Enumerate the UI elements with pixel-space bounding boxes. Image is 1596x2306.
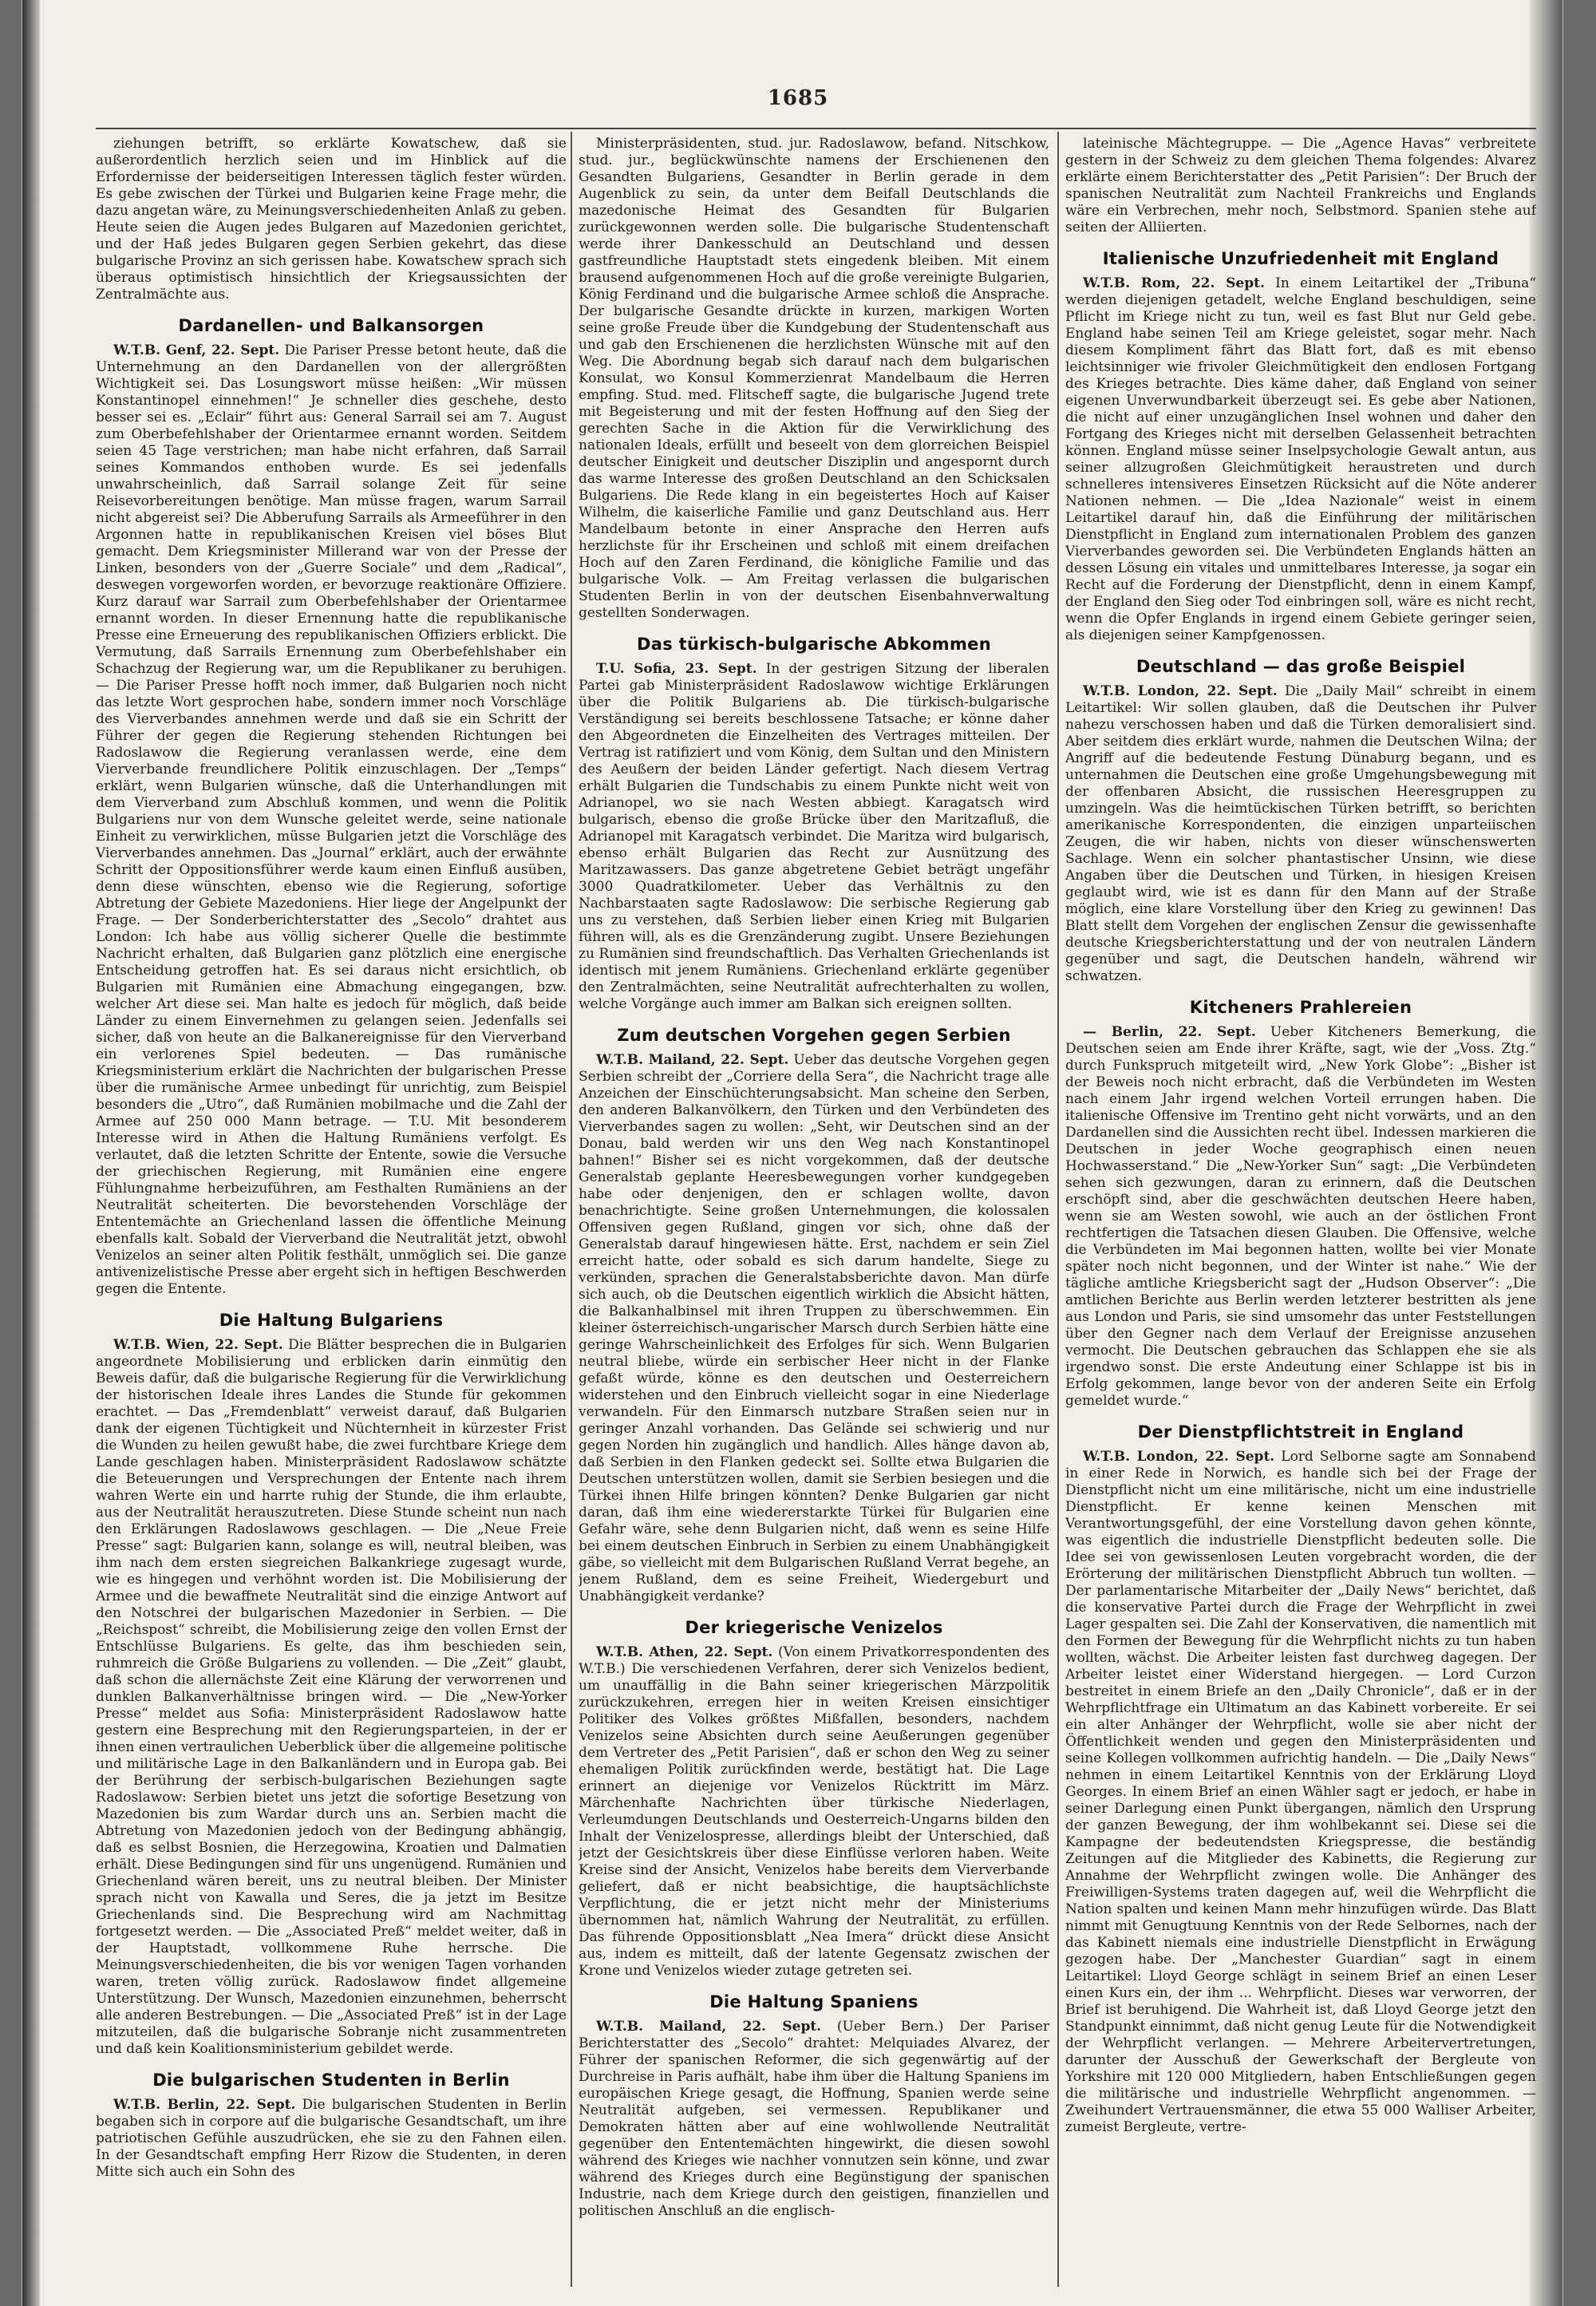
- column-3: [1065, 136, 1536, 2291]
- column-2: [579, 136, 1049, 2291]
- article-dateline: W.T.B. Wien, 22. Sept.: [113, 1337, 283, 1353]
- article-text: [579, 2019, 1049, 2220]
- article-body: Die Pariser Presse betont heute, daß die Unternehmung an den Dardanellen von der allergrößten Wichtigkeit sei. Das Losungswort müsse heißen: „Wir müssen Konstantinopel einnehmen!“ Je schneller dies geschehe, desto besser sei es. „Eclair“ führt aus: General Sarrail sei am 7. August zum Oberbefehlshaber der Orientarmee ernannt worden. Seitdem seien 45 Tage verstrichen; man habe nicht erfahren, daß Sarrail seines Kommandos enthoben wurde. Es sei jedenfalls unwahrscheinlich, daß Sarrail solange Zeit für seine Reisevorbereitungen benötige. Man müsse fragen, warum Sarrail nicht abgereist sei? Die Abberufung Sarrails als Armeeführer in den Argonnen hatte in republikanischen Kreisen viel böses Blut gemacht. Dem Kriegsminister Millerand war von der Presse der Linken, besonders von der „Guerre Sociale“ und dem „Radical“, deswegen vorgeworfen worden, er bevorzuge reaktionäre Offiziere. Kurz darauf war Sarrail zum Oberbefehlshaber der Orientarmee ernannt worden. In dieser Ernennung hatte die republikanische Presse eine Erneuerung des republikanischen Offiziers erblickt. Die Vermutung, daß Sarrails Ernennung zum Oberbefehlshaber ein Schachzug der Regierung war, um die Republikaner zu beruhigen. — Die Pariser Presse hofft noch immer, daß Bulgarien noch nicht das letzte Wort gesprochen habe, sondern immer noch Vorschläge des Vierverbandes annehmen werde und daß sie ein Schritt der Führer der gegen die Regierung stehenden Richtungen bei Radoslawow die Regierung veranlassen werde, eine dem Vierverbande freundlichere Politik einzuschlagen. Der „Temps“ erklärt, wenn Bulgarien wünsche, daß die Unterhandlungen mit dem Vierverband zum Abschluß kommen, und wenn die Politik Bulgariens nur von dem Wunsche geleitet werde, seine nationale Einheit zu verwirklichen, müsse Bulgarien jetzt die Vorschläge des Vierverbandes annehmen. Das „Journal“ erklärt, auch der erwähnte Schritt der Oppositionsführer werde kaum einen Einfluß ausüben, denn diese wünschten, ebenso wie die Regierung, sofortige Abtretung der Gebiete Mazedoniens. Hier liege der Angelpunkt der Frage. — Der Sonderberichterstatter des „Secolo“ drahtet aus London: Ich habe aus völlig sicherer Quelle die bestimmte Nachricht erhalten, daß Bulgarien ganz plötzlich eine energische Entscheidung getroffen hat. Es sei daraus nicht ersichtlich, ob Bulgarien mit Rumänien eine Abmachung eingegangen, bzw. welcher Art diese sei. Man halte es jedoch für möglich, daß beide Länder zu einem Einvernehmen zu gelangen seien. Jedenfalls sei sicher, daß von heute an die Balkanereignisse für den Vierverband ein verlorenes Spiel bedeuten. — Das rumänische Kriegsministerium erklärt die Nachrichten der bulgarischen Presse über die rumänische Armee unbedingt für unrichtig, zum Beispiel besonders die „Utro“, daß Rumänien mobilmache und die Zahl der Armee auf 250 000 Mann betrage. — T.U. Mit besonderem Interesse wird in Athen die Haltung Rumäniens verfolgt. Es verlautet, daß die letzten Schritte der Entente, sowie die Versuche der griechischen Regierung, mit Rumänien eine engere Fühlungnahme herbeizuführen, am Festhalten Rumäniens an der Neutralität scheiterten. Die bevorstehenden Vorschläge der Ententemächte an Griechenland lassen die öffentliche Meinung ebenfalls kalt. Sobald der Vierverband die Neutralität jetzt, obwohl Venizelos an seiner alten Politik festhält, unmöglich sei. Die ganze antivenizelistische Presse aber ergeht sich in heftigen Beschwerden gegen die Entente.: [96, 342, 567, 1297]
- article-body: In einem Leitartikel der „Tribuna“ werden diejenigen getadelt, welche England beschuldigen, seine Pflicht im Kriege nicht zu tun, weil es fast Blut nur Geld gebe. England habe seinen Teil am Kriege geleistet, sogar mehr. Nach diesem Kompliment fährt das Blatt fort, daß es mit ebenso leichtsinniger wie frivoler Gleichmütigkeit den endlosen Fortgang des Krieges betrachte. Dies käme daher, daß England von seiner eigenen Unverwundbarkeit überzeugt sei. Es gebe aber Nationen, die nicht auf einer unzugänglichen Insel wohnen und daher den Fortgang des Krieges nicht mit derselben Gelassenheit betrachten können. England müsse seiner Inselpsychologie Gewalt antun, aus seiner allzugroßen Gleichmütigkeit heraustreten und durch schnelleres intensiveres Einsetzen Rücksicht auf die Nöte anderer Nationen nehmen. — Die „Idea Nazionale“ weist in einem Leitartikel darauf hin, daß die Einführung der militärischen Dienstpflicht in England zum internationalen Problem des ganzen Vierverbandes geworden sei. Die Verbündeten Englands hätten an dessen Lösung ein vitales und unmittelbares Interesse, ja sogar ein Recht auf die Forderung der Dienstpflicht, denn in einem Kampf, der England den Sieg oder Tod einbringen soll, wäre es nicht recht, wenn die Opfer Englands in irgend einem Gebiete geringer seien, als diejenigen seiner Kampfgenossen.: [1065, 275, 1536, 643]
- article-body: (Ueber Bern.) Der Pariser Berichterstatter des „Secolo“ drahtet: Melquiades Alvarez, der Führer der spanischen Reformer, die sich gegenwärtig auf der Durchreise in Paris aufhält, habe ihm über die Haltung Spaniens im europäischen Kriege gesagt, die Hoffnung, Spanien werde seine Neutralität aufgeben, sei vermessen. Republikaner und Demokraten hätten aber auf eine wohlwollende Neutralität gegenüber den Ententemächten hingewirkt, die diesen sowohl während des Krieges wie nachher vonnutzen sein könne, und zwar während des Krieges durch eine Begünstigung der spanischen Industrie, nach dem Kriege durch den geistigen, finanziellen und politischen Anschluß an die englisch-: [579, 2019, 1049, 2219]
- article-body: ziehungen betrifft, so erklärte Kowatschew, daß sie außerordentlich herzlich seien und im Hinblick auf die Erfordernisse der beiderseitigen Interessen täglich fester würden. Es gebe zwischen der Türkei und Bulgarien keine Frage mehr, die dazu angetan wäre, zu Meinungsverschiedenheiten Anlaß zu geben. Heute seien die Augen jedes Bulgaren auf Mazedonien gerichtet, und der Haß jedes Bulgaren gegen Serbien gekehrt, das diese bulgarische Provinz an sich gerissen habe. Kowatschew sprach sich überaus optimistisch hinsichtlich der Kriegsaussichten der Zentralmächte aus.: [96, 136, 567, 303]
- article-headline: Dardanellen- und Balkansorgen: [178, 316, 484, 335]
- article-dateline: W.T.B. Mailand, 22. Sept.: [596, 2019, 822, 2035]
- column-divider: [1057, 132, 1059, 2287]
- article-headline: Der Dienstpflichtstreit in England: [1137, 1422, 1464, 1442]
- article-dateline: W.T.B. Berlin, 22. Sept.: [113, 2097, 296, 2113]
- article-text: [1065, 1449, 1536, 2136]
- article-body: In der gestrigen Sitzung der liberalen Partei gab Ministerpräsident Radoslawow wichtige Erklärungen über die Politik Bulgariens ab. Die türkisch-bulgarische Verständigung sei bereits beschlossene Tatsache; er könne daher den Abgeordneten die Einzelheiten des Vertrages mitteilen. Der Vertrag ist ratifiziert und vom König, dem Sultan und den Ministern des Aeußern der beiden Länder gefertigt. Nach diesem Vertrag erhält Bulgarien die Tundschabis zu einem Punkte nicht weit von Adrianopel, wo sie nach Westen abbiegt. Karagatsch wird bulgarisch, ebenso die große Brücke über den Maritzafluß, die Adrianopel mit Karagatsch verbindet. Die Maritza wird bulgarisch, ebenso erhält Bulgarien das Recht zur Ausnützung des Maritzawassers. Das ganze abgetretene Gebiet beträgt ungefähr 3000 Quadratkilometer. Ueber das Verhältnis zu den Nachbarstaaten sagte Radoslawow: Die serbische Regierung gab uns zu verstehen, daß Serbien lieber einen Krieg mit Bulgarien führen will, als es die Grenzänderung zugibt. Unsere Beziehungen zu Rumänien sind freundschaftlich. Das Verhalten Griechenlands ist identisch mit jenem Rumäniens. Griechenland erklärte gegenüber den Zentralmächten, seine Neutralität aufrechterhalten zu wollen, welche Vorgänge auch immer am Balkan sich ereignen sollten.: [579, 661, 1049, 1012]
- article-dateline: T.U. Sofia, 23. Sept.: [596, 661, 757, 677]
- article-headline: Der kriegerische Venizelos: [685, 1618, 943, 1637]
- article-headline: Deutschland — das große Beispiel: [1136, 657, 1466, 676]
- article-headline: Kitcheners Prahlereien: [1189, 998, 1412, 1017]
- article-body: lateinische Mächtegruppe. — Die „Agence Havas“ verbreitete gestern in der Schweiz zu dem gleichen Thema folgendes: Alvarez erklärte einem Berichterstatter des „Petit Parisien“: Der Bruch der spanischen Neutralität zum Nachteil Frankreichs und Englands wäre ein Verbrechen, mehr noch, Selbstmord. Spanien stehe auf seiten der Alliierten.: [1065, 136, 1536, 235]
- article-headline: Die Haltung Bulgariens: [219, 1311, 444, 1330]
- article-body: Lord Selborne sagte am Sonnabend in einer Rede in Norwich, es handle sich bei der Frage der Dienstpflicht nicht um eine militärische, nicht um eine industrielle Dienstpflicht. Er kenne keinen Menschen mit Verantwortungsgefühl, der eine Vorstellung davon gehen könnte, was eigentlich die industrielle Dienstpflicht bedeuten solle. Die Idee sei von gewissenlosen Leuten vorgebracht worden, die der Erörterung der militärischen Dienstpflicht Abbruch tun wollten. — Der parlamentarische Mitarbeiter der „Daily News“ berichtet, daß die konservative Partei durch die Frage der Wehrpflicht in zwei Lager gespalten sei. Die Zahl der Konservativen, die namentlich mit den Formen der Bewegung für die Wehrpflicht nichts zu tun haben wollten, wächst. Die Arbeiter leisten fast durchweg dagegen. Der Arbeiter leistet einer Widerstand hiergegen. — Lord Curzon bestreitet in einem Briefe an den „Daily Chronicle“, daß er in der Wehrpflichtfrage ein Ultimatum an das Kabinett vorbereite. Er sei ein alter Anhänger der Wehrpflicht, wolle sie aber nicht der Öffentlichkeit wenden und gegen den Ministerpräsidenten und seine Kollegen vollkommen aufrichtig handeln. — Die „Daily News“ nehmen in einem Leitartikel Kenntnis von der Erklärung Lloyd Georges. In einem Brief an einen Wähler sagt er jedoch, er habe in seiner Darlegung einen Punkt übergangen, nämlich den Ursprung der ganzen Bewegung, der ihm wohlbekannt sei. Diese sei die Kampagne der bedeutendsten Kriegspresse, die beständig Zeitungen auf die Mitglieder des Kabinetts, die Regierung zur Annahme der Wehrpflicht zwingen wolle. Die Anhänger des Freiwilligen-Systems traten dagegen auf, weil die Wehrpflicht die Nation spalten und keinen Mann mehr hinzufügen würde. Das Blatt nimmt mit Genugtuung Kenntnis von der Rede Selbornes, nach der das Kabinett niemals eine industrielle Dienstpflicht in Erwägung gezogen habe. Der „Manchester Guardian“ sagt in einem Leitartikel: Lloyd George schlägt in seinem Brief an einen Leser einen Kurs ein, der ihm ... Wehrpflicht. Dieses war verworren, der Brief ist beruhigend. Die Wahrheit ist, daß Lloyd George jetzt den Standpunkt einnimmt, daß nicht genug Leute für die Notwendigkeit der Wehrpflicht verlangen. — Mehrere Arbeitervertretungen, darunter der Ausschuß der Gewerkschaft der Bergleute von Yorkshire mit 120 000 Mitgliedern, haben Entschließungen gegen die militärische und industrielle Wehrpflicht angenommen. — Zweihundert Vertrauensmänner, die etwa 55 000 Walliser Arbeiter, zumeist Bergleute, vertre-: [1065, 1449, 1536, 2135]
- article-headline: Das türkisch-bulgarische Abkommen: [637, 635, 991, 654]
- article-body: Die Blätter besprechen die in Bulgarien angeordnete Mobilisierung und erblicken darin einmütig den Beweis dafür, daß die bulgarische Regierung für die Verwirklichung der historischen Ideale ihres Landes die Stunde für gekommen erachtet. — Das „Fremdenblatt“ verweist darauf, daß Bulgarien dank der eigenen Tüchtigkeit und Nüchternheit in kürzester Frist die Wunden zu heilen gewußt habe, die zwei furchtbare Kriege dem Lande geschlagen haben. Ministerpräsident Radoslawow schätzte die Beteuerungen und Versprechungen der Entente nach ihrem wahren Werte ein und harrte ruhig der Stunde, die ihm erlaubte, aus der Neutralität herauszutreten. Diese Stunde scheint nun nach den Erklärungen Radoslawows geschlagen. — Die „Neue Freie Presse“ sagt: Bulgarien kann, solange es will, neutral bleiben, was ihm nach dem ersten siegreichen Balkankriege zugesagt wurde, wie es hingegen und verhöhnt worden ist. Die Mobilisierung der Armee und die bewaffnete Neutralität sind die einzige Antwort auf den Notschrei der bulgarischen Mazedonier in Serbien. — Die „Reichspost“ schreibt, die Mobilisierung zeige den vollen Ernst der Entschlüsse Bulgariens. Es gelte, das ihm beschieden sein, ruhmreich die Größe Bulgariens zu vollenden. — Die „Zeit“ glaubt, daß schon die allernächste Zeit eine Klärung der verworrenen und dunklen Balkanverhältnisse bringen wird. — Die „New-Yorker Presse“ meldet aus Sofia: Ministerpräsident Radoslawow hatte gestern eine Besprechung mit den Regierungsparteien, in der er ihnen einen vertraulichen Ueberblick über die allgemeine politische und militärische Lage in den Balkanländern und in Europa gab. Bei der Berührung der serbisch-bulgarischen Beziehungen sagte Radoslawow: Serbien bietet uns jetzt die sofortige Besetzung von Mazedonien bis zum Wardar durch uns an. Serbien macht die Abtretung von Mazedonien jedoch von der Bedingung abhängig, daß es selbst Bosnien, die Herzegowina, Kroatien und Dalmatien erhält. Diese Bedingungen sind für uns ungenügend. Rumänien und Griechenland wären bereit, uns zu neutral bleiben. Der Minister sprach nicht von Kawalla und Seres, die ja jetzt im Besitze Griechenlands sind. Die Besprechung wird am Nachmittag fortgesetzt werden. — Die „Associated Preß“ meldet weiter, daß in der Hauptstadt, vollkommene Ruhe herrsche. Die Meinungsverschiedenheiten, die bis vor wenigen Tagen vorhanden waren, treten völlig zurück. Radoslawow findet allgemeine Unterstützung. Der Wunsch, Mazedonien einzunehmen, beherrscht alle anderen Bestrebungen. — Die „Associated Preß“ ist in der Lage mitzuteilen, daß die bulgarische Sobranje nicht zusammentreten und daß kein Koalitionsministerium gebildet werde.: [96, 1337, 567, 2057]
- book-binding-edge: [22, 0, 40, 2306]
- article-text: [1065, 683, 1536, 985]
- article-dateline: — Berlin, 22. Sept.: [1083, 1024, 1256, 1040]
- page-number: 1685: [767, 86, 829, 110]
- article-headline: Italienische Unzufriedenheit mit England: [1102, 249, 1499, 268]
- article-headline: Zum deutschen Vorgehen gegen Serbien: [617, 1026, 1011, 1045]
- article-text: [579, 1052, 1049, 1605]
- article-text: [96, 1337, 567, 2058]
- article-headline: Die bulgarischen Studenten in Berlin: [152, 2071, 510, 2090]
- article-text: [579, 661, 1049, 1013]
- article-body: Die „Daily Mail“ schreibt in einem Leitartikel: Wir sollen glauben, daß die Deutschen ihr Pulver nahezu verschossen haben und daß die Türken demoralisiert sind. Aber seitdem dies erklärt wurde, nahmen die Deutschen Wilna; der Angriff auf die bedeutende Festung Dünaburg begann, und es unternahmen die Deutschen eine große Umgehungsbewegung mit der offenbaren Absicht, die russischen Heeresgruppen zu umzingeln. Was die heimtückischen Türken betrifft, so berichten amerikanische Korrespondenten, die einzigen unparteiischen Zeugen, die wir haben, nichts von dieser wünschenswerten Sachlage. Wenn ein solcher phantastischer Unsinn, wie diese Angaben über die Deutschen und Türken, in hiesigen Kreisen geglaubt wird, wie ist es dann für den Mann auf der Straße möglich, eine klare Vorstellung über den Krieg zu gewinnen! Das Blatt stellt dem Vorgehen der englischen Zensur die gewissenhafte deutsche Kriegsberichterstattung und der von neutralen Ländern gegenüber und sagt, die Deutschen handeln, während wir schwatzen.: [1065, 683, 1536, 984]
- header-rule: [96, 128, 1536, 129]
- article-dateline: W.T.B. Athen, 22. Sept.: [596, 1644, 773, 1660]
- article-body: Ueber Kitcheners Bemerkung, die Deutschen seien am Ende ihrer Kräfte, sagt, wie der „Voss. Ztg.“ durch Funkspruch mitgeteilt wird, „New York Globe“: „Bisher ist der Beweis noch nicht erbracht, daß die Verbündeten im Westen nach einem Jahr irgend welchen Vorteil errungen haben. Die italienische Offensive im Trentino geht nicht vorwärts, und an den Dardanellen sind die Aussichten recht übel. Indessen markieren die Deutschen in jeder Woche geographisch einen neuen Hochwasserstand.“ Die „New-Yorker Sun“ sagt: „Die Verbündeten sehen sich gezwungen, daran zu erinnern, daß die Deutschen erschöpft sind, aber die geschwächten deutschen Heere haben, wenn sie am Westen sowohl, wie auch an der östlichen Front rechtfertigen die Tatsachen diesen Glauben. Die Offensive, welche die Verbündeten im Mai begonnen hatten, wollte bei vier Monate später noch nicht begonnen, und der Winter ist nahe.“ Wie der tägliche amtliche Kriegsbericht sagt der „Hudson Observer“: „Die amtlichen Berichte aus Berlin werden letzterer bestritten als jene aus London und Paris, sie sind umsomehr das unter Feststellungen über den Gegner nach dem Verlauf der Ereignisse anzusehen vermocht. Die Deutschen gebrauchen das Schlappen ehe sie als irgendwo sonst. Die erste Andeutung einer Schlappe ist bis in Erfolg gekommen, lange bevor von der anderen Seite ein Erfolg gemeldet wurde.“: [1065, 1024, 1536, 1409]
- article-text: [96, 342, 567, 1298]
- article-text: [579, 1644, 1049, 1980]
- article-dateline: W.T.B. Genf, 22. Sept.: [113, 342, 280, 358]
- article-dateline: W.T.B. London, 22. Sept.: [1083, 1449, 1275, 1465]
- column-divider: [571, 132, 572, 2287]
- article-dateline: W.T.B. Mailand, 22. Sept.: [596, 1052, 789, 1068]
- article-body: Die bulgarischen Studenten in Berlin begaben sich in corpore auf die bulgarische Gesandtschaft, um ihre patriotischen Gefühle auszudrücken, ehe sie zu den Fahnen eilen. In der Gesandtschaft empfing Herr Rizow die Studenten, in deren Mitte sich auch ein Sohn des: [96, 2097, 567, 2180]
- article-text: [1065, 1024, 1536, 1410]
- article-body: Ministerpräsidenten, stud. jur. Radoslawow, befand. Nitschkow, stud. jur., beglückwünschte namens der Erschienenen den Gesandten Bulgariens, Gesandter in Berlin gerade in dem Augenblick zu sein, da unter dem Beifall Deutschlands die mazedonische Heimat des Gesandten für Bulgarien zurückgewonnen werden solle. Die bulgarische Studentenschaft werde ihrer Dankesschuld an Deutschland und dessen gastfreundliche Hauptstadt stets eingedenk bleiben. Mit einem brausend aufgenommenen Hoch auf die große vereinigte Bulgarien, König Ferdinand und die bulgarische Armee schloß die Ansprache. Der bulgarische Gesandte drückte in kurzen, markigen Worten seine große Freude über die Kundgebung der Studentenschaft aus und gab den Erschienenen die herzlichsten Wünsche mit auf den Weg. Die Abordnung begab sich darauf nach dem bulgarischen Konsulat, wo Konsul Kommerzienrat Mandelbaum die Herren empfing. Stud. med. Flitscheff sagte, die bulgarische Jugend trete mit Begeisterung und mit der festen Hoffnung auf den Sieg der gerechten Sache in die Aktion für die Verwirklichung des nationalen Ideals, erfüllt und beseelt von dem glorreichen Beispiel deutscher Einigkeit und deutscher Disziplin und angespornt durch das warme Interesse des großen Deutschland an den Schicksalen Bulgariens. Die Rede klang in ein begeistertes Hoch auf Kaiser Wilhelm, die kaiserliche Familie und ganz Deutschland aus. Herr Mandelbaum betonte in einer Ansprache den Herren aufs herzlichste für ihr Erscheinen und schloß mit einem dreifachen Hoch auf den Zaren Ferdinand, die königliche Familie und das bulgarische Volk. — Am Freitag verlassen die bulgarischen Studenten Berlin in von der deutschen Eisenbahnverwaltung gestellten Sonderwagen.: [579, 136, 1049, 621]
- article-dateline: W.T.B. London, 22. Sept.: [1083, 683, 1278, 699]
- article-body: Ueber das deutsche Vorgehen gegen Serbien schreibt der „Corriere della Sera“, die Nachricht trage alle Anzeichen der Einschüchterungsabsicht. Man scheine den Serben, den anderen Balkanvölkern, den Türken und den Verbündeten des Vierverbandes sagen zu wollen: „Seht, wir Deutschen sind an der Donau, bald werden wir uns den Weg nach Konstantinopel bahnen!“ Bisher sei es nicht vorgekommen, daß der deutsche Generalstab geplante Heeresbewegungen vorher kundgegeben habe oder denjenigen, den er schlagen wollte, davon benachrichtigte. Seine großen Unternehmungen, die kolossalen Offensiven gegen Rußland, gingen vor sich, ohne daß der Generalstab darauf hingewiesen hätte. Erst, nachdem er sein Ziel erreicht hatte, oder sobald es sich darum handelte, Siege zu verkünden, sprachen die Generalstabsberichte davon. Man dürfe sich auch, ob die Deutschen eigentlich wirklich die Absicht hätten, die Balkanhalbinsel mit ihren Truppen zu überschwemmen. Ein kleiner österreichisch-ungarischer Marsch durch Serbien hätte eine geringe Wahrscheinlichkeit des Erfolges für sich. Wenn Bulgarien neutral bliebe, würde ein serbischer Heer nicht in der Flanke gefaßt würde, könne es den deutschen und Oesterreichern widerstehen und den Einbruch vielleicht sogar in eine Niederlage verwandeln. Für den Einmarsch nutzbare Straßen seien nur in geringer Anzahl vorhanden. Das Gelände sei schwierig und nur gegen Norden hin zugänglich und handlich. Alles hänge davon ab, daß Serbien in den Flanken gedeckt sei. Sollte etwa Bulgarien die Deutschen unterstützen wollen, damit sie Serbien besiegen und die Türkei ihnen Hilfe bringen könnten? Denke Bulgarien gar nicht daran, daß ihm eine wiedererstarkte Türkei für Bulgarien eine Gefahr wäre, sehe denn Bulgarien nicht, daß wenn es seine Hilfe bei einem deutschen Einbruch in Serbien zu einem Unabhängigkeit gäbe, so vielleicht mit dem Bulgarischen Rußland Verrat begehe, an jenem Rußland, dem es seine Freiheit, Wiedergeburt und Unabhängigkeit verdanke?: [579, 1052, 1049, 1604]
- column-1: [96, 136, 567, 2291]
- article-text: [1065, 275, 1536, 644]
- article-dateline: W.T.B. Rom, 22. Sept.: [1083, 275, 1265, 291]
- article-text: [96, 2097, 567, 2181]
- article-headline: Die Haltung Spaniens: [709, 1992, 918, 2011]
- article-body: (Von einem Privatkorrespondenten des W.T.B.) Die verschiedenen Verfahren, derer sich Venizelos bedient, um unauffällig in die Bahn seiner kriegerischen Märzpolitik zurückzukehren, erregen hier in weiten Kreisen einsichtiger Politiker des Volkes größtes Mißfallen, besonders, nachdem Venizelos seine Absichten durch seine Aeußerungen gegenüber dem Vertreter des „Petit Parisien“, daß er schon den Weg zu seiner ehemaligen Politik zurückfinden werde, bestätigt hat. Die Lage erinnert an diejenige vor Venizelos Rücktritt im März. Märchenhafte Nachrichten über türkische Niederlagen, Verleumdungen Deutschlands und Oesterreich-Ungarns bilden den Inhalt der Venizelospresse, allerdings bleibt der Unterschied, daß jetzt der Gesichtskreis über diese Einflüsse verloren haben. Weite Kreise sind der Ansicht, Venizelos habe bereits dem Vierverbande geliefert, daß er nicht beabsichtige, die hauptsächlichste Verpflichtung, die er jetzt nicht mehr der Ministeriums übernommen hat, nämlich Wahrung der Neutralität, zu erfüllen. Das führende Oppositionsblatt „Nea Imera“ drückt diese Ansicht aus, indem es mitteilt, daß der latente Gegensatz zwischen der Krone und Venizelos wieder zutage getreten sei.: [579, 1644, 1049, 1979]
